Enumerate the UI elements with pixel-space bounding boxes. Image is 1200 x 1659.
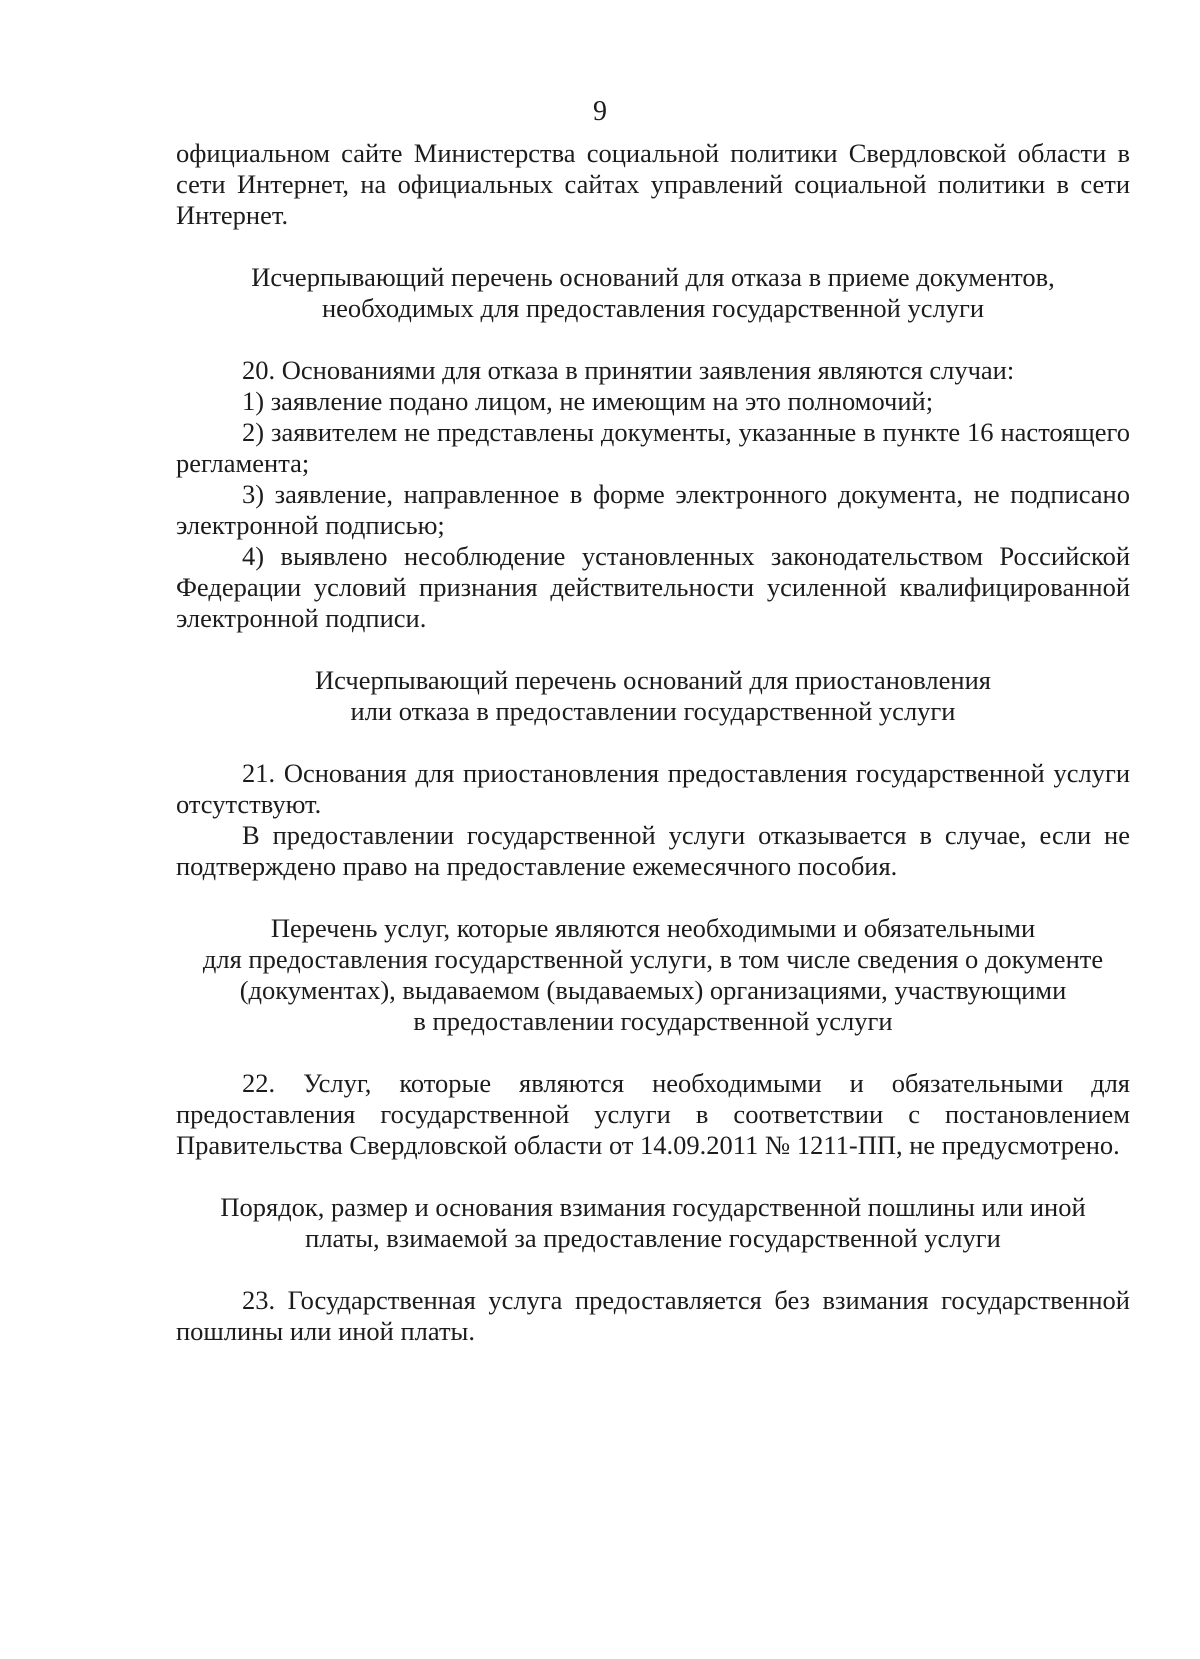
heading-line: платы, взимаемой за предоставление государственной услуги — [305, 1223, 1001, 1253]
heading-line: необходимых для предоставления государственной услуги — [321, 293, 985, 323]
paragraph-21-refusal: В предоставлении государственной услуги отказывается в случае, если не подтверждено право на предоставление ежемесячного пособия. — [176, 820, 1130, 881]
page-number: 9 — [593, 96, 607, 127]
heading-line: Исчерпывающий перечень оснований для отказа в приеме документов, — [251, 262, 1055, 292]
list-item-20-3: 3) заявление, направленное в форме электронного документа, не подписано электронной подписью; — [176, 479, 1130, 540]
heading-line: в предоставлении государственной услуги — [413, 1006, 893, 1036]
heading-suspension — [176, 665, 1130, 727]
heading-line: Порядок, размер и основания взимания государственной пошлины или иной — [220, 1192, 1086, 1222]
heading-line: (документах), выдаваемом (выдаваемых) организациями, участвующими — [239, 975, 1067, 1005]
paragraph-20: 20. Основаниями для отказа в принятии заявления являются случаи: — [242, 355, 1015, 385]
heading-fee — [176, 1192, 1130, 1254]
heading-line: Перечень услуг, которые являются необходимыми и обязательными — [270, 913, 1036, 943]
list-item-20-4: 4) выявлено несоблюдение установленных законодательством Российской Федерации условий признания действительности усиленной квалифицированной электронной подписи. — [176, 541, 1130, 633]
paragraph-23: 23. Государственная услуга предоставляется без взимания государственной пошлины или иной платы. — [176, 1285, 1130, 1346]
heading-line: или отказа в предоставлении государственной услуги — [350, 696, 956, 726]
list-item-20-2: 2) заявителем не представлены документы, указанные в пункте 16 настоящего регламента; — [176, 417, 1130, 478]
intro-paragraph: официальном сайте Министерства социальной политики Свердловской области в сети Интернет, на официальных сайтах управлений социальной политики в сети Интернет. — [176, 138, 1130, 230]
paragraph-21: 21. Основания для приостановления предоставления государственной услуги отсутствуют. — [176, 758, 1130, 819]
heading-refusal-docs — [176, 262, 1130, 324]
heading-line: Исчерпывающий перечень оснований для приостановления — [315, 665, 991, 695]
heading-required-services — [176, 913, 1130, 1037]
list-item-20-1: 1) заявление подано лицом, не имеющим на это полномочий; — [242, 386, 934, 416]
page-content — [176, 138, 1130, 1347]
paragraph-22: 22. Услуг, которые являются необходимыми и обязательными для предоставления государственной услуги в соответствии с постановлением Правительства Свердловской области от 14.09.2011 № 1211-ПП, не предусмотрено. — [176, 1068, 1130, 1160]
heading-line: для предоставления государственной услуги, в том числе сведения о документе — [202, 944, 1104, 974]
